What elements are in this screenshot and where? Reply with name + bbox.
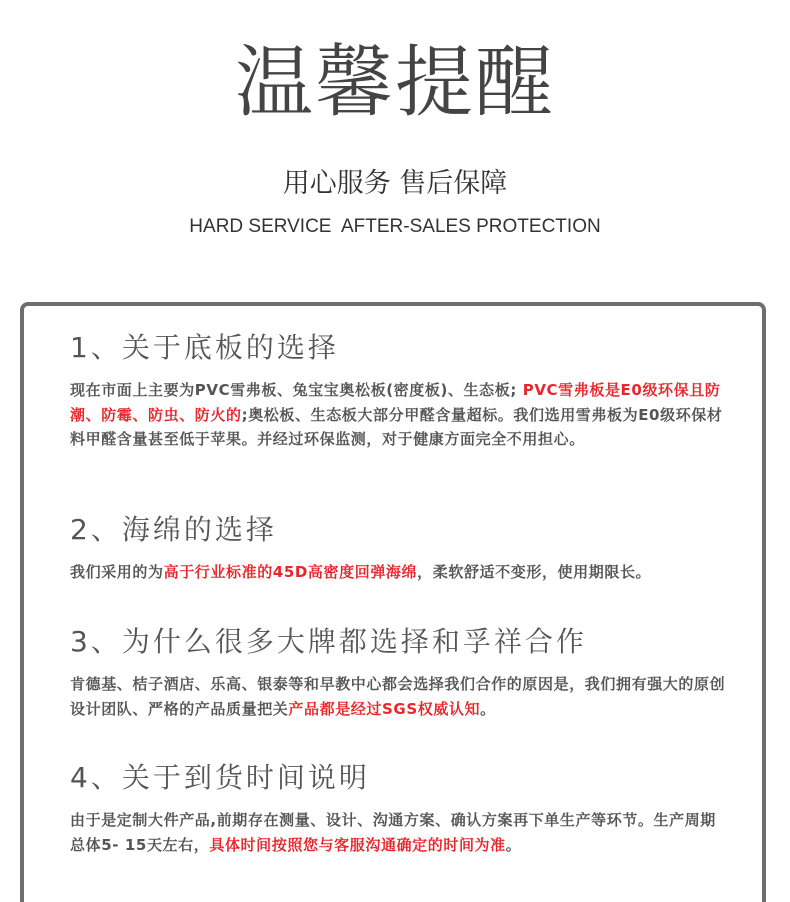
body-text: 由于是定制大件产品,前期存在测量、设计、沟通方案、确认方案再下单生产等环节。生产周期总体5- 15天左右， <box>70 811 716 854</box>
highlight-text: 产品都是经过SGS权威认知 <box>288 699 481 718</box>
section-body <box>70 378 730 452</box>
section-baseboard <box>70 330 730 452</box>
body-text: 现在市面上主要为PVC雪弗板、兔宝宝奥松板(密度板)、生态板; <box>70 381 523 399</box>
section-body <box>70 672 730 721</box>
body-text: ;奥松板、生态板大部分甲醛含量超标。我们选用雪弗板为E0级环保材料甲醛含量甚至低于苹果。并经过环保监测，对于健康方面完全不用担心。 <box>70 405 723 448</box>
highlight-text: PVC雪弗板是E0级环保且防潮、防霉、防虫、防火的 <box>70 381 721 424</box>
section-delivery-time <box>70 760 730 857</box>
body-text: 我们采用的为 <box>70 563 164 581</box>
subtitle-english: HARD SERVICE AFTER-SALES PROTECTION <box>189 216 601 237</box>
section-body <box>70 808 730 857</box>
body-text: 。 <box>505 835 522 854</box>
section-body <box>70 560 730 585</box>
subtitle-chinese: 用心服务 售后保障 <box>282 168 508 199</box>
highlight-text: 高于行业标准的45D高密度回弹海绵 <box>163 563 418 581</box>
body-text: 肯德基、桔子酒店、乐高、银泰等和早教中心都会选择我们合作的原因是，我们拥有强大的原创设计团队、严格的产品质量把关 <box>70 675 726 718</box>
page-title: 温馨提醒 <box>234 38 555 128</box>
section-heading: 2、海绵的选择 <box>70 513 277 546</box>
section-sponge <box>70 512 730 585</box>
highlight-text: 具体时间按照您与客服沟通确定的时间为准 <box>209 835 506 854</box>
section-heading: 1、关于底板的选择 <box>70 331 339 364</box>
section-heading: 4、关于到货时间说明 <box>70 761 370 794</box>
section-heading: 3、为什么很多大牌都选择和孚祥合作 <box>70 625 587 658</box>
section-brand-partners <box>70 624 730 721</box>
body-text: 。 <box>480 699 496 718</box>
body-text: ，柔软舒适不变形，使用期限长。 <box>417 563 652 581</box>
